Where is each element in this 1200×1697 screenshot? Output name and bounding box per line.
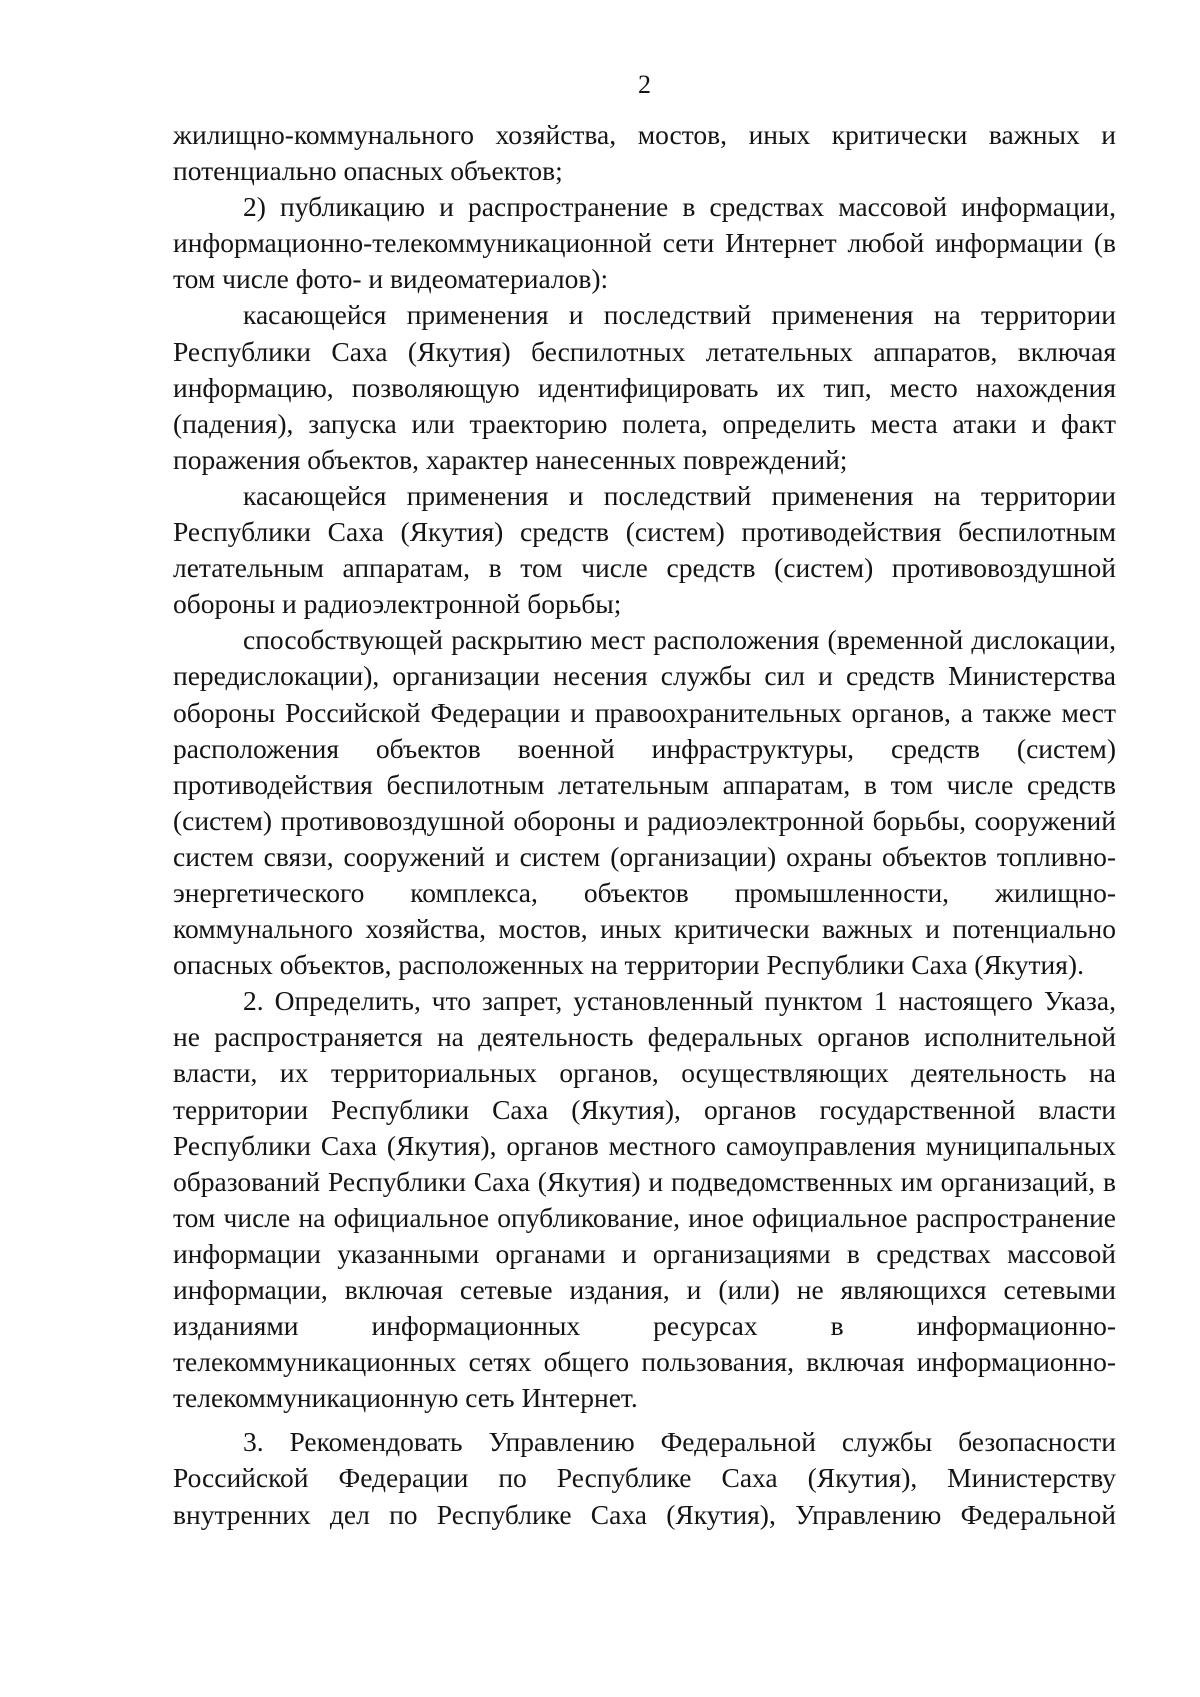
paragraph-section-3: 3. Рекомендовать Управлению Федеральной службы безопасности Российской Федерации по Республике Саха (Якутия), Министерству внутренних дел по Республике Саха (Якутия), Управлению Федеральной [173,1426,1116,1530]
paragraph-locations: способствующей раскрытию мест расположения (временной дислокации, передислокации), организации несения службы сил и средств Министерства обороны Российской Федерации и правоохранительных органов, а также мест расположения объектов военной инфраструктуры, средств (систем) противодействия беспилотным летательным аппаратам, в том числе средств (систем) противовоздушной обороны и радиоэлектронной борьбы, сооружений систем связи, сооружений и систем (организации) охраны объектов топливно-энергетического комплекса, объектов промышленности, жилищно-коммунального хозяйства, мостов, иных критически важных и потенциально опасных объектов, расположенных на территории Республики Саха (Якутия). [173,624,1116,981]
page-number: 2 [638,70,651,99]
paragraph-counter-uav: касающейся применения и последствий применения на территории Республики Саха (Якутия) средств (систем) противодействия беспилотным летательным аппаратам, в том числе средств (систем) противовоздушной обороны и радиоэлектронной борьбы; [173,479,1116,620]
paragraph-section-2: 2. Определить, что запрет, установленный пунктом 1 настоящего Указа, не распространяется на деятельность федеральных органов исполнительной власти, их территориальных органов, осуществляющих деятельность на территории Республики Саха (Якутия), органов государственной власти Республики Саха (Якутия), органов местного самоуправления муниципальных образований Республики Саха (Якутия) и подведомственных им организаций, в том числе на официальное опубликование, иное официальное распространение информации указанными органами и организациями в средствах массовой информации, включая сетевые издания, и (или) не являющихся сетевыми изданиями информационных ресурсах в информационно-телекоммуникационных сетях общего пользования, включая информационно-телекоммуникационную сеть Интернет. [173,985,1116,1414]
paragraph-item-2: 2) публикацию и распространение в средствах массовой информации, информационно-телекоммуникационной сети Интернет любой информации (в том числе фото- и видеоматериалов): [173,191,1116,295]
paragraph-uav-use: касающейся применения и последствий применения на территории Республики Саха (Якутия) беспилотных летательных аппаратов, включая информацию, позволяющую идентифицировать их тип, место нахождения (падения), запуска или траекторию полета, определить места атаки и факт поражения объектов, характер нанесенных повреждений; [173,299,1116,475]
document-body [173,117,1116,1533]
paragraph-continuation: жилищно-коммунального хозяйства, мостов, иных критически важных и потенциально опасных объектов; [173,119,1116,187]
